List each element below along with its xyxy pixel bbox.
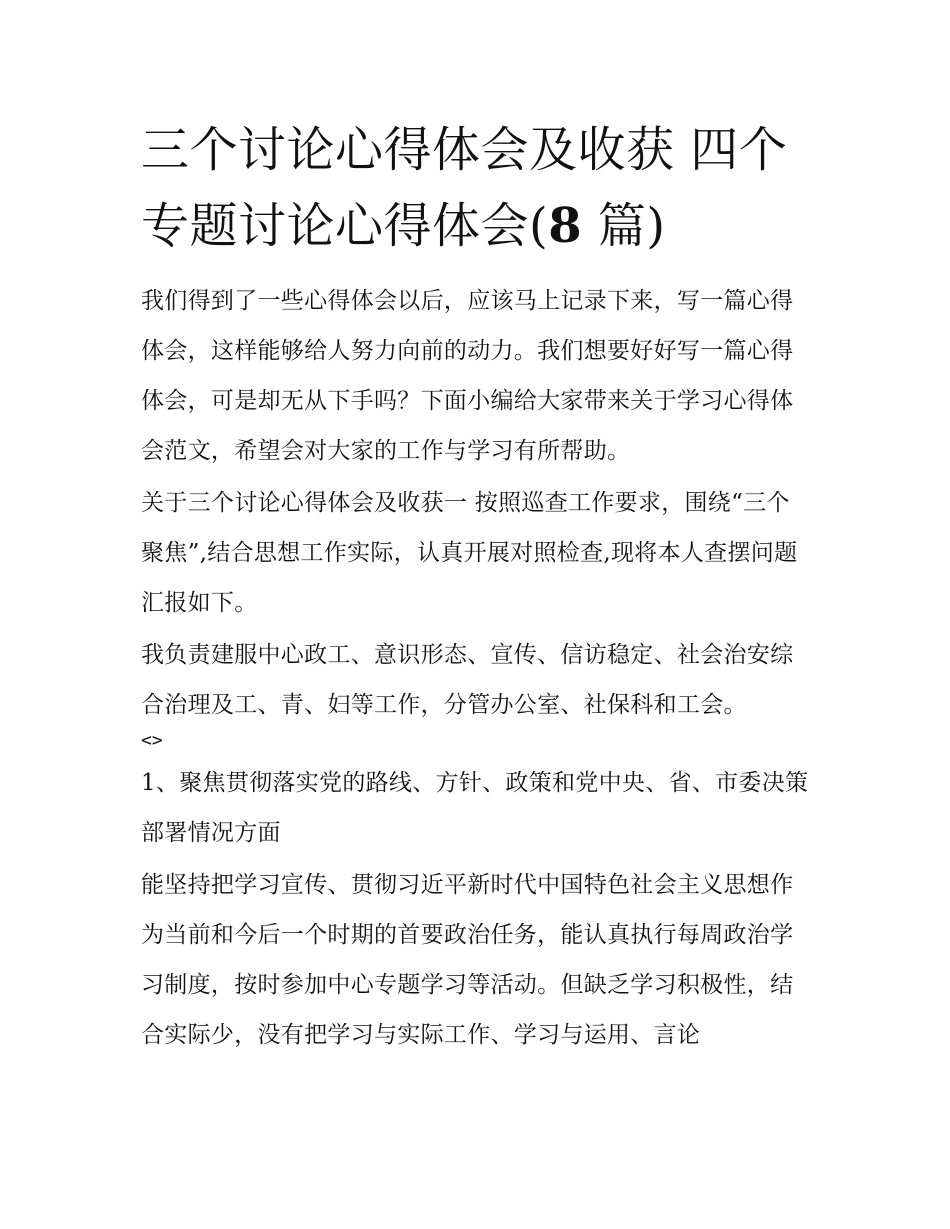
title-text-part2: 篇) [582,198,666,254]
article-one-intro: 关于三个讨论心得体会及收获一 按照巡查工作要求，围绕“三个聚焦”,结合思想工作实际，认真开展对照检查,现将本人查摆问题汇报如下。 [141,490,798,616]
document-page [141,112,813,1062]
responsibility-paragraph: 我负责建服中心政工、意识形态、宣传、信访稳定、社会治安综合治理及工、青、妇等工作，分管办公室、社保科和工会。 [141,642,794,718]
placeholder-marker: <> [141,730,163,751]
title-count: 8 [548,198,583,254]
section-body: 能坚持把学习宣传、贯彻习近平新时代中国特色社会主义思想作为当前和今后一个时期的首要政治任务，能认真执行每周政治学习制度，按时参加中心专题学习等活动。但缺乏学习积极性，结合实际少，没有把学习与实际工作、学习与运用、言论 [141,872,794,1048]
intro-paragraph: 我们得到了一些心得体会以后，应该马上记录下来，写一篇心得体会，这样能够给人努力向前的动力。我们想要好好写一篇心得体会，可是却无从下手吗？下面小编给大家带来关于学习心得体会范文，希望会对大家的工作与学习有所帮助。 [141,288,794,464]
document-title [141,112,813,264]
title-text-part1: 三个讨论心得体会及收获 四个专题讨论心得体会( [141,122,788,254]
section-heading: 1、聚焦贯彻落实党的路线、方针、政策和党中央、省、市委决策部署情况方面 [141,770,809,846]
